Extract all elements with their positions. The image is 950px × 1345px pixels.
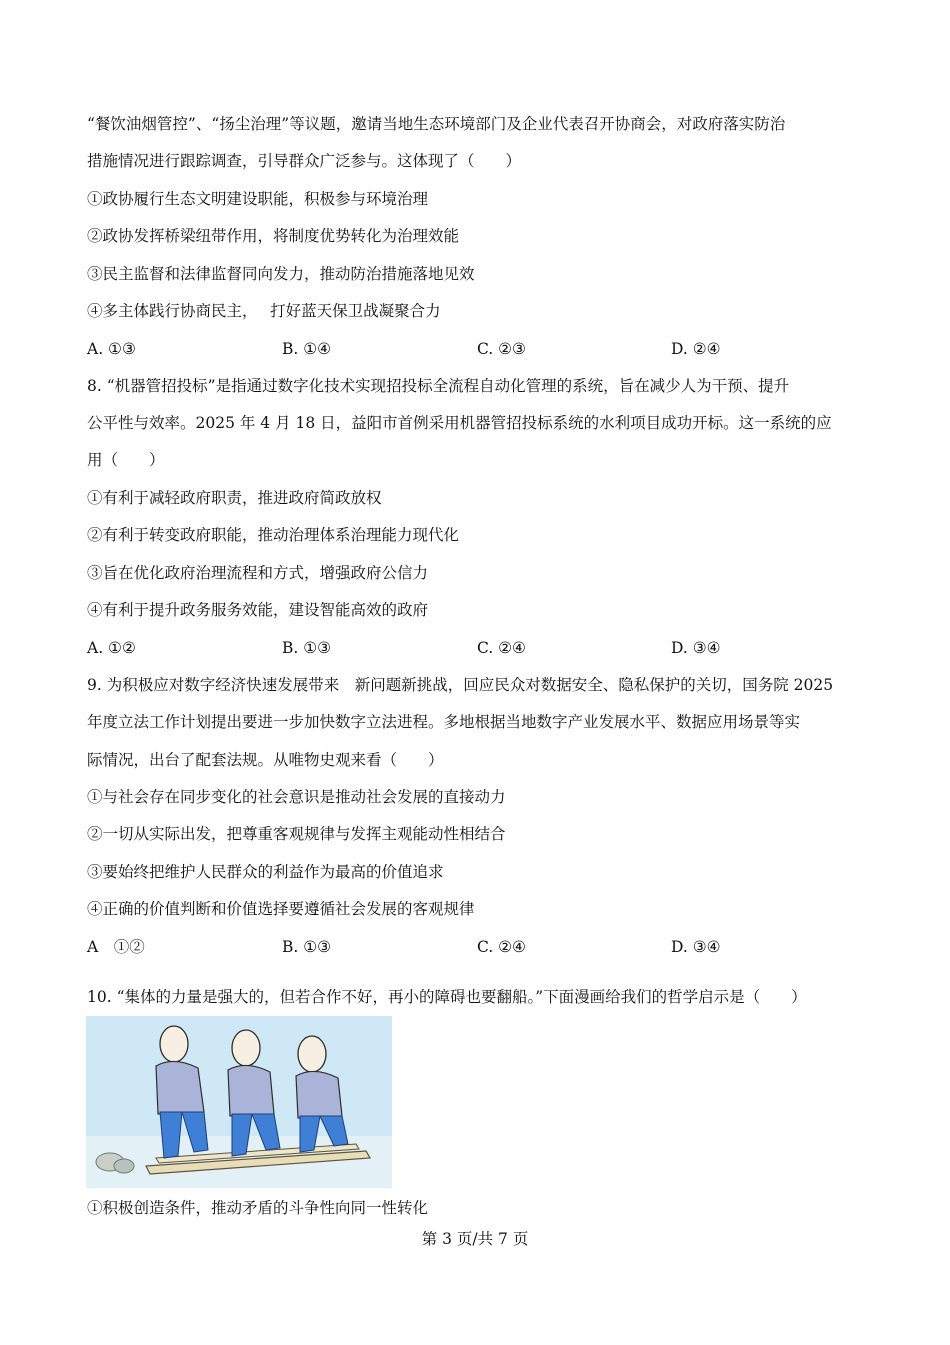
q7-option-d[interactable]: D. ②④ [671, 340, 721, 358]
q7-option-b[interactable]: B. ①④ [282, 340, 332, 358]
q8-statement-1: ①有利于减轻政府职责，推进政府简政放权 [87, 489, 382, 507]
q9-statement-4: ④正确的价值判断和价值选择要遵循社会发展的客观规律 [87, 900, 475, 918]
q9-options [87, 937, 847, 957]
q8-option-d[interactable]: D. ③④ [671, 639, 721, 657]
q9-statement-1: ①与社会存在同步变化的社会意识是推动社会发展的直接动力 [87, 788, 506, 806]
q8-statement-2: ②有利于转变政府职能，推动治理体系治理能力现代化 [87, 526, 460, 544]
q9-statement-3: ③要始终把维护人民群众的利益作为最高的价值追求 [87, 863, 444, 881]
q9-stem-line-2: 年度立法工作计划提出要进一步加快数字立法进程。多地根据当地数字产业发展水平、数据应用场景等实 [87, 713, 801, 731]
q7-statement-3: ③民主监督和法律监督同向发力，推动防治措施落地见效 [87, 265, 475, 283]
q8-stem-line-3: 用（ ） [87, 451, 165, 469]
q8-stem-line-1: 8. “机器管招投标”是指通过数字化技术实现招投标全流程自动化管理的系统，旨在减少人为干预、提升 [87, 377, 790, 395]
q9-option-d[interactable]: D. ③④ [671, 938, 721, 956]
q9-stem-line-1: 9. 为积极应对数字经济快速发展带来 新问题新挑战，回应民众对数据安全、隐私保护的关切，国务院 2025 [87, 676, 834, 694]
q10-stem-line-1: 10. “集体的力量是强大的，但若合作不好，再小的障碍也要翻船。”下面漫画给我们的哲学启示是（ ） [87, 988, 807, 1006]
q8-option-c[interactable]: C. ②④ [477, 639, 526, 657]
cartoon-illustration [86, 1016, 392, 1188]
q7-statement-2: ②政协发挥桥梁纽带作用，将制度优势转化为治理效能 [87, 227, 460, 245]
q7-statement-4: ④多主体践行协商民主， 打好蓝天保卫战凝聚合力 [87, 302, 441, 320]
q7-options [87, 339, 847, 359]
q8-statement-4: ④有利于提升政务服务效能，建设智能高效的政府 [87, 601, 429, 619]
q7-option-c[interactable]: C. ②③ [477, 340, 526, 358]
q7-option-a[interactable]: A. ①③ [87, 340, 136, 358]
q7-stem-line-2: 措施情况进行跟踪调查，引导群众广泛参与。这体现了（ ） [87, 152, 522, 170]
q8-option-b[interactable]: B. ①③ [282, 639, 332, 657]
q9-option-c[interactable]: C. ②④ [477, 938, 526, 956]
q8-option-a[interactable]: A. ①② [87, 639, 136, 657]
q9-option-b[interactable]: B. ①③ [282, 938, 332, 956]
q8-stem-line-2: 公平性与效率。2025 年 4 月 18 日，益阳市首例采用机器管招投标系统的水利项目成功开标。这一系统的应 [87, 414, 832, 432]
q8-statement-3: ③旨在优化政府治理流程和方式，增强政府公信力 [87, 564, 429, 582]
q10-statement-1: ①积极创造条件，推动矛盾的斗争性向同一性转化 [87, 1199, 429, 1217]
q7-statement-1: ①政协履行生态文明建设职能，积极参与环境治理 [87, 190, 429, 208]
page-footer: 第 3 页/共 7 页 [421, 1230, 529, 1248]
q7-stem-line-1: “餐饮油烟管控”、“扬尘治理”等议题，邀请当地生态环境部门及企业代表召开协商会，对政府落实防治 [87, 115, 786, 133]
q9-stem-line-3: 际情况，出台了配套法规。从唯物史观来看（ ） [87, 751, 444, 769]
q8-options [87, 638, 847, 658]
q9-option-a[interactable]: A ①② [87, 938, 145, 956]
q9-statement-2: ②一切从实际出发，把尊重客观规律与发挥主观能动性相结合 [87, 825, 506, 843]
